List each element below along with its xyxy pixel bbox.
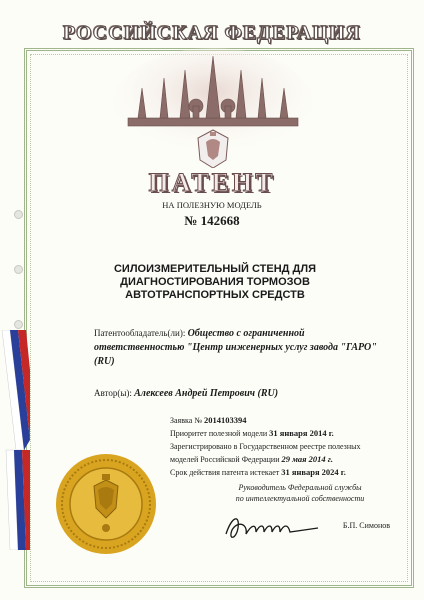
holder-value-line3: (RU) bbox=[94, 356, 115, 367]
official-seal-icon bbox=[54, 452, 158, 556]
application-number: 2014103394 bbox=[203, 415, 247, 425]
expiry-row: Срок действия патента истекает 31 января 2024 г. bbox=[170, 467, 346, 477]
number-sign: № bbox=[184, 213, 198, 228]
patent-holder bbox=[94, 326, 394, 369]
holder-value-line1: Общество с ограниченной bbox=[187, 328, 305, 339]
author bbox=[94, 388, 394, 399]
invention-title bbox=[90, 263, 340, 302]
holder-value-line2: ответственностью "Центр инженерных услуг завода "ГАРО" bbox=[94, 342, 377, 353]
title-line: СИЛОИЗМЕРИТЕЛЬНЫЙ СТЕНД ДЛЯ bbox=[113, 263, 317, 275]
priority-row: Приоритет полезной модели 31 января 2014 г. bbox=[170, 428, 334, 438]
authority-title: Руководитель Федеральной службы по интеллектуальной собственности bbox=[235, 483, 365, 503]
title-line: АВТОТРАНСПОРТНЫХ СРЕДСТВ bbox=[125, 289, 305, 301]
signatory-name: Б.П. Симонов bbox=[342, 521, 390, 530]
registration-details bbox=[170, 414, 400, 479]
author-label: Автор(ы): bbox=[94, 388, 132, 398]
number-value: 142668 bbox=[200, 213, 240, 228]
patent-subtype: НА ПОЛЕЗНУЮ МОДЕЛЬ bbox=[162, 200, 262, 210]
binding-hole bbox=[14, 265, 23, 274]
handwritten-signature bbox=[222, 510, 322, 545]
country-title: РОССИЙСКАЯ ФЕДЕРАЦИЯ bbox=[62, 22, 361, 44]
patent-word: ПАТЕНТ bbox=[148, 168, 276, 197]
expiry-date: 31 января 2024 г. bbox=[281, 467, 346, 477]
tricolor-ribbon-icon bbox=[0, 330, 30, 550]
holder-label: Патентообладатель(ли): bbox=[94, 328, 186, 338]
patent-number bbox=[0, 213, 424, 229]
title-line: ДИАГНОСТИРОВАНИЯ ТОРМОЗОВ bbox=[120, 276, 310, 288]
application-row: Заявка № 2014103394 bbox=[170, 415, 247, 425]
registered-row: Зарегистрировано в Государственном реестре полезных моделей Российской Федерации 29 мая 2014 г. bbox=[170, 442, 361, 464]
priority-date: 31 января 2014 г. bbox=[269, 428, 334, 438]
author-value: Алексеев Андрей Петрович (RU) bbox=[134, 388, 279, 399]
kremlin-emblem-icon bbox=[108, 48, 318, 168]
binding-hole bbox=[14, 320, 23, 329]
registered-date: 29 мая 2014 г. bbox=[281, 454, 333, 464]
